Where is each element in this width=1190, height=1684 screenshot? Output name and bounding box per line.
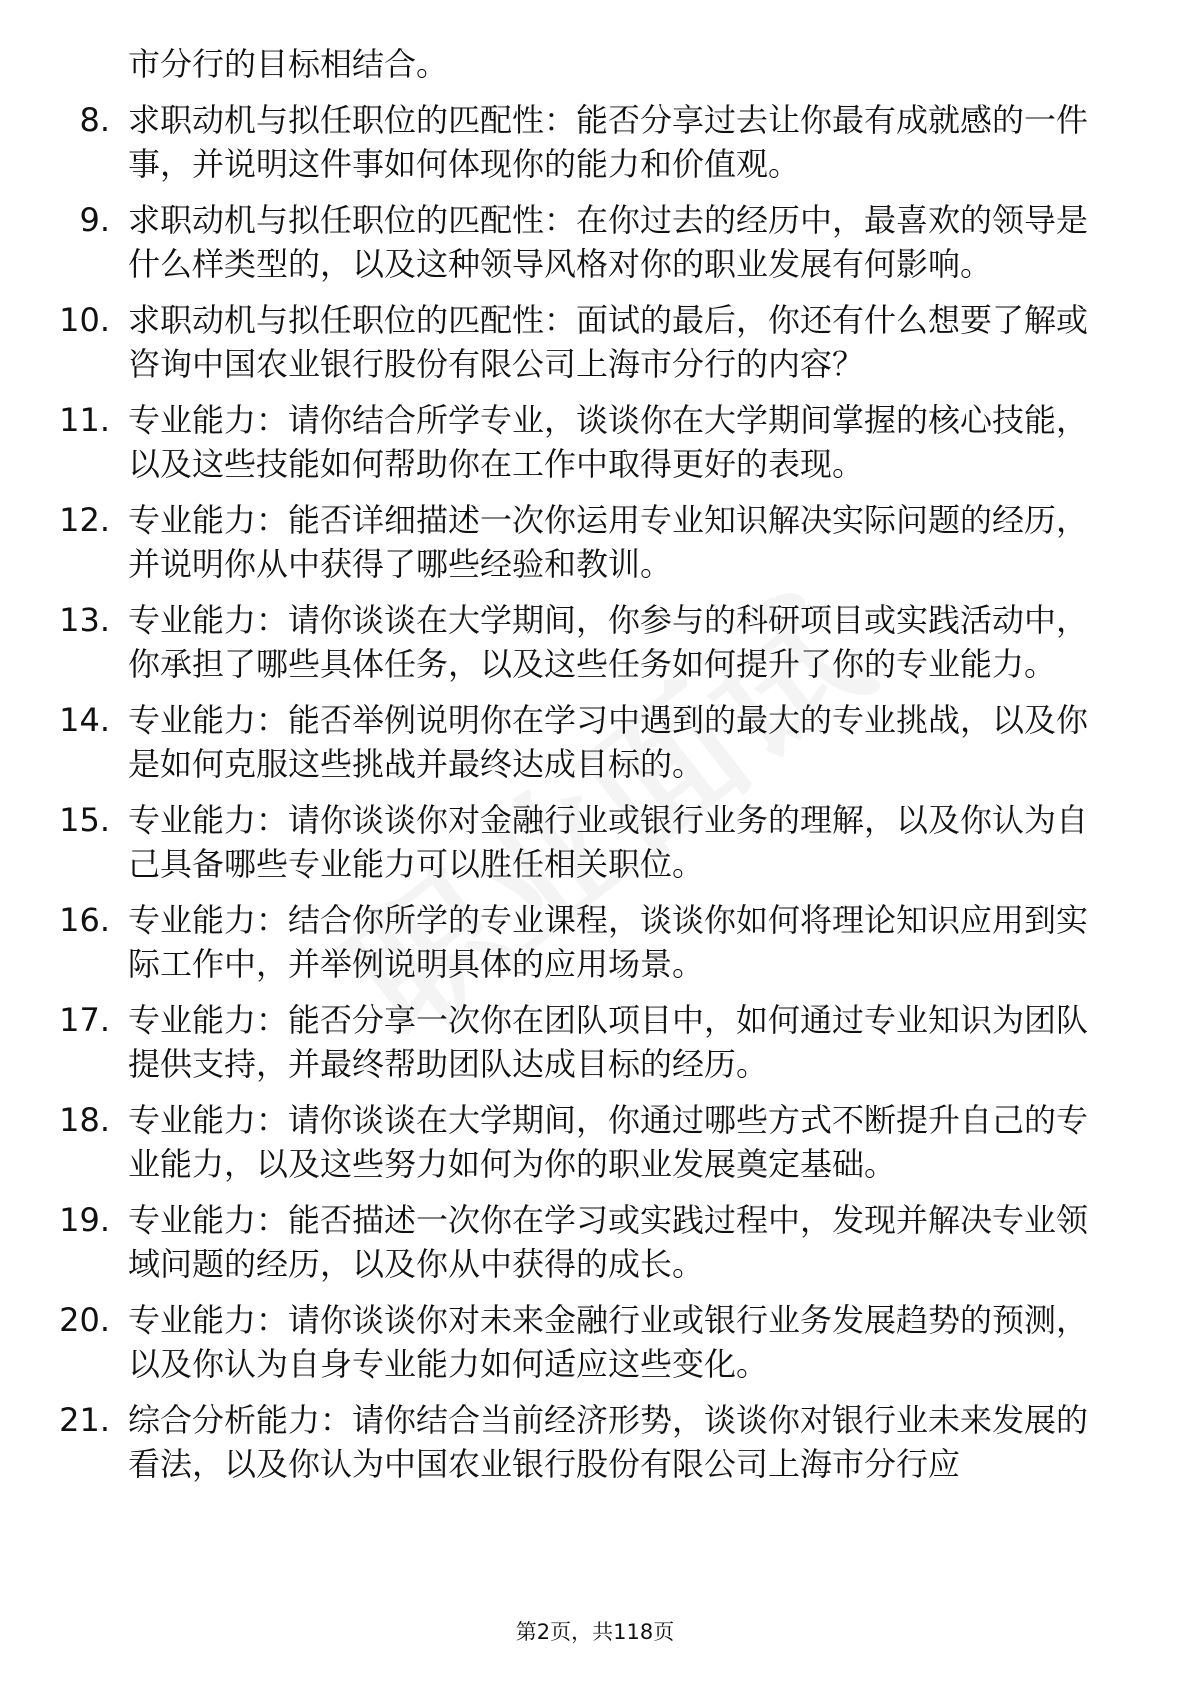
item-number: 17.	[59, 1001, 110, 1039]
item-number: 10.	[59, 301, 110, 339]
item-text: 专业能力：结合你所学的专业课程，谈谈你如何将理论知识应用到实际工作中，并举例说明具体的应用场景。	[128, 901, 1089, 983]
continued-text: 市分行的目标相结合。	[128, 45, 449, 83]
item-number: 21.	[59, 1401, 110, 1439]
item-number: 15.	[59, 801, 110, 839]
item-text: 专业能力：能否分享一次你在团队项目中，如何通过专业知识为团队提供支持，并最终帮助团队达成目标的经历。	[128, 1001, 1089, 1083]
list-item	[0, 698, 1190, 786]
item-number: 19.	[59, 1201, 110, 1239]
list-item	[0, 1398, 1190, 1486]
page-footer: 第2页，共118页	[515, 1620, 675, 1644]
item-number: 9.	[79, 201, 110, 239]
item-text: 专业能力：请你谈谈你对金融行业或银行业务的理解，以及你认为自己具备哪些专业能力可以胜任相关职位。	[128, 801, 1089, 883]
item-number: 18.	[59, 1101, 110, 1139]
item-text: 专业能力：请你谈谈你对未来金融行业或银行业务发展趋势的预测，以及你认为自身专业能力如何适应这些变化。	[128, 1301, 1089, 1383]
item-number: 8.	[79, 101, 110, 139]
list-item	[0, 498, 1190, 586]
list-item	[0, 1098, 1190, 1186]
list-item	[0, 298, 1190, 386]
item-text: 求职动机与拟任职位的匹配性：面试的最后，你还有什么想要了解或咨询中国农业银行股份有限公司上海市分行的内容？	[128, 301, 1089, 383]
item-text: 专业能力：能否举例说明你在学习中遇到的最大的专业挑战，以及你是如何克服这些挑战并最终达成目标的。	[128, 701, 1089, 783]
item-text: 专业能力：能否描述一次你在学习或实践过程中，发现并解决专业领域问题的经历，以及你从中获得的成长。	[128, 1201, 1089, 1283]
list-item	[0, 1198, 1190, 1286]
item-text: 专业能力：能否详细描述一次你运用专业知识解决实际问题的经历，并说明你从中获得了哪些经验和教训。	[128, 501, 1089, 583]
item-text: 综合分析能力：请你结合当前经济形势，谈谈你对银行业未来发展的看法，以及你认为中国农业银行股份有限公司上海市分行应	[128, 1401, 1089, 1483]
item-number: 14.	[59, 701, 110, 739]
item-number: 16.	[59, 901, 110, 939]
item-text: 专业能力：请你结合所学专业，谈谈你在大学期间掌握的核心技能，以及这些技能如何帮助你在工作中取得更好的表现。	[128, 401, 1089, 483]
item-text: 专业能力：请你谈谈在大学期间，你通过哪些方式不断提升自己的专业能力，以及这些努力如何为你的职业发展奠定基础。	[128, 1101, 1089, 1183]
item-number: 20.	[59, 1301, 110, 1339]
item-number: 12.	[59, 501, 110, 539]
list-item	[0, 198, 1190, 286]
item-number: 11.	[59, 401, 110, 439]
item-number: 13.	[59, 601, 110, 639]
list-item	[0, 598, 1190, 686]
item-text: 求职动机与拟任职位的匹配性：能否分享过去让你最有成就感的一件事，并说明这件事如何体现你的能力和价值观。	[128, 101, 1089, 183]
list-item	[0, 1298, 1190, 1386]
list-item	[0, 998, 1190, 1086]
list-item	[0, 798, 1190, 886]
item-text: 专业能力：请你谈谈在大学期间，你参与的科研项目或实践活动中，你承担了哪些具体任务，以及这些任务如何提升了你的专业能力。	[128, 601, 1089, 683]
list-item	[0, 898, 1190, 986]
item-text: 求职动机与拟任职位的匹配性：在你过去的经历中，最喜欢的领导是什么样类型的，以及这种领导风格对你的职业发展有何影响。	[128, 201, 1089, 283]
list-item	[0, 98, 1190, 186]
question-list	[0, 42, 1190, 1498]
list-item	[0, 398, 1190, 486]
